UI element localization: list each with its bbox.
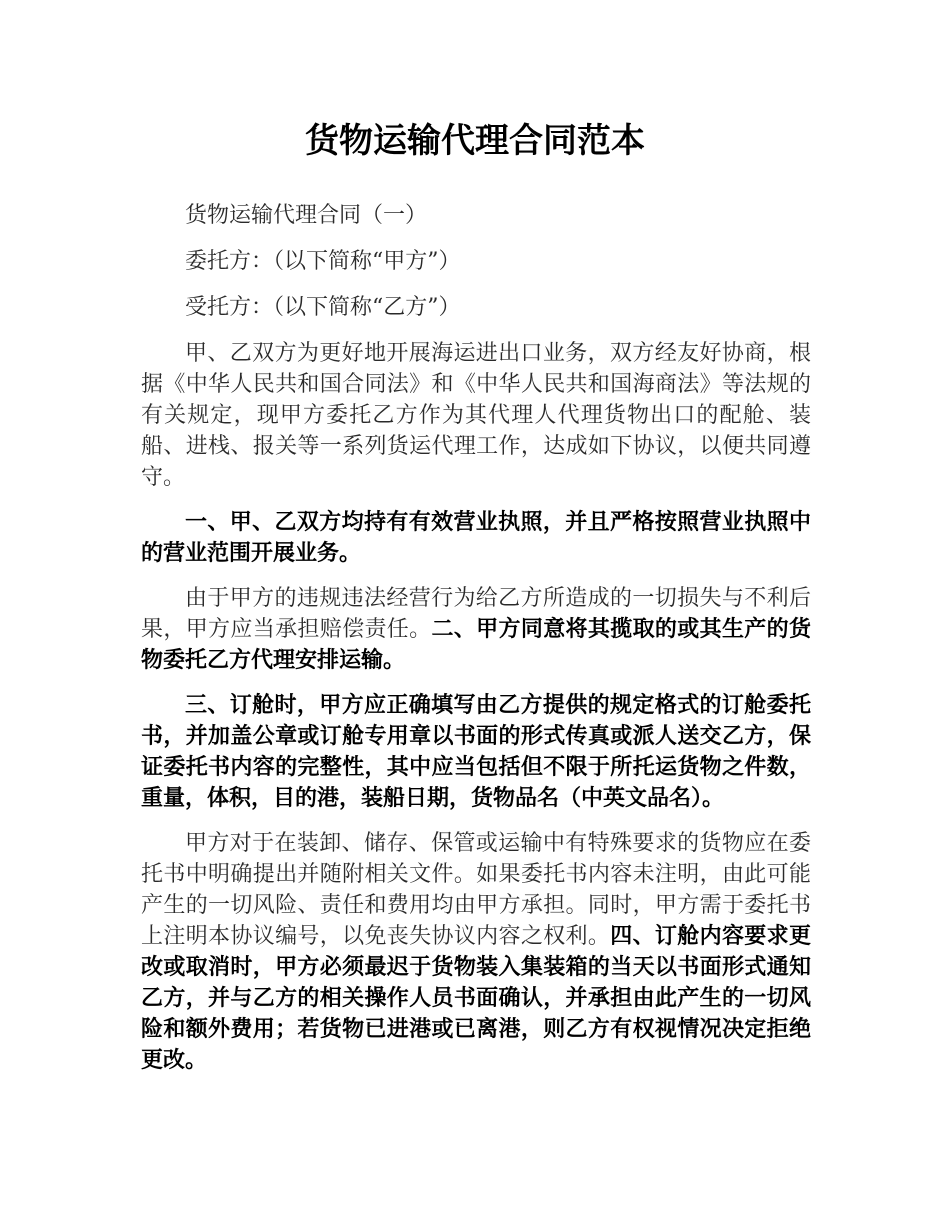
liability-text: 由于甲方的违规违法经营行为给乙方所造成的一切损失与不利后果，甲方应当承担赔偿责任。 — [141, 586, 811, 642]
party-a-line: 委托方：（以下简称“甲方”） — [185, 249, 461, 274]
document-body — [141, 200, 811, 1090]
liability-paragraph — [141, 583, 811, 676]
clause-1: 一、甲、乙双方均持有有效营业执照，并且严格按照营业执照中的营业范围开展业务。 — [141, 510, 811, 566]
contract-subtitle: 货物运输代理合同（一） — [185, 203, 428, 228]
party-b-line: 受托方：（以下简称“乙方”） — [185, 295, 461, 320]
clause-4: 四、订舱内容要求更改或取消时，甲方必须最迟于货物装入集装箱的当天以书面形式通知乙方，并与乙方的相关操作人员书面确认，并承担由此产生的一切风险和额外费用；若货物已进港或已离港，则乙方有权视情况决定拒绝更改。 — [141, 924, 811, 1073]
document-title: 货物运输代理合同范本 — [305, 121, 645, 161]
clause-3: 三、订舱时，甲方应正确填写由乙方提供的规定格式的订舱委托书，并加盖公章或订舱专用章以书面的形式传真或派人送交乙方，保证委托书内容的完整性，其中应当包括但不限于所托运货物之件数，重量，体积，目的港，装船日期，货物品名（中英文品名）。 — [141, 693, 811, 811]
special-requirements-paragraph — [141, 828, 811, 1076]
clause-2: 二、甲方同意将其揽取的或其生产的货物委托乙方代理安排运输。 — [141, 617, 811, 673]
special-requirements-text: 甲方对于在装卸、储存、保管或运输中有特殊要求的货物应在委托书中明确提出并随附相关文件。如果委托书内容未注明，由此可能产生的一切风险、责任和费用均由甲方承担。同时，甲方需于委托书上注明本协议编号，以免丧失协议内容之权利。 — [141, 831, 811, 949]
intro-paragraph: 甲、乙双方为更好地开展海运进出口业务，双方经友好协商，根据《中华人民共和国合同法》和《中华人民共和国海商法》等法规的有关规定，现甲方委托乙方作为其代理人代理货物出口的配舱、装船、进栈、报关等一系列货运代理工作，达成如下协议，以便共同遵守。 — [141, 341, 811, 490]
